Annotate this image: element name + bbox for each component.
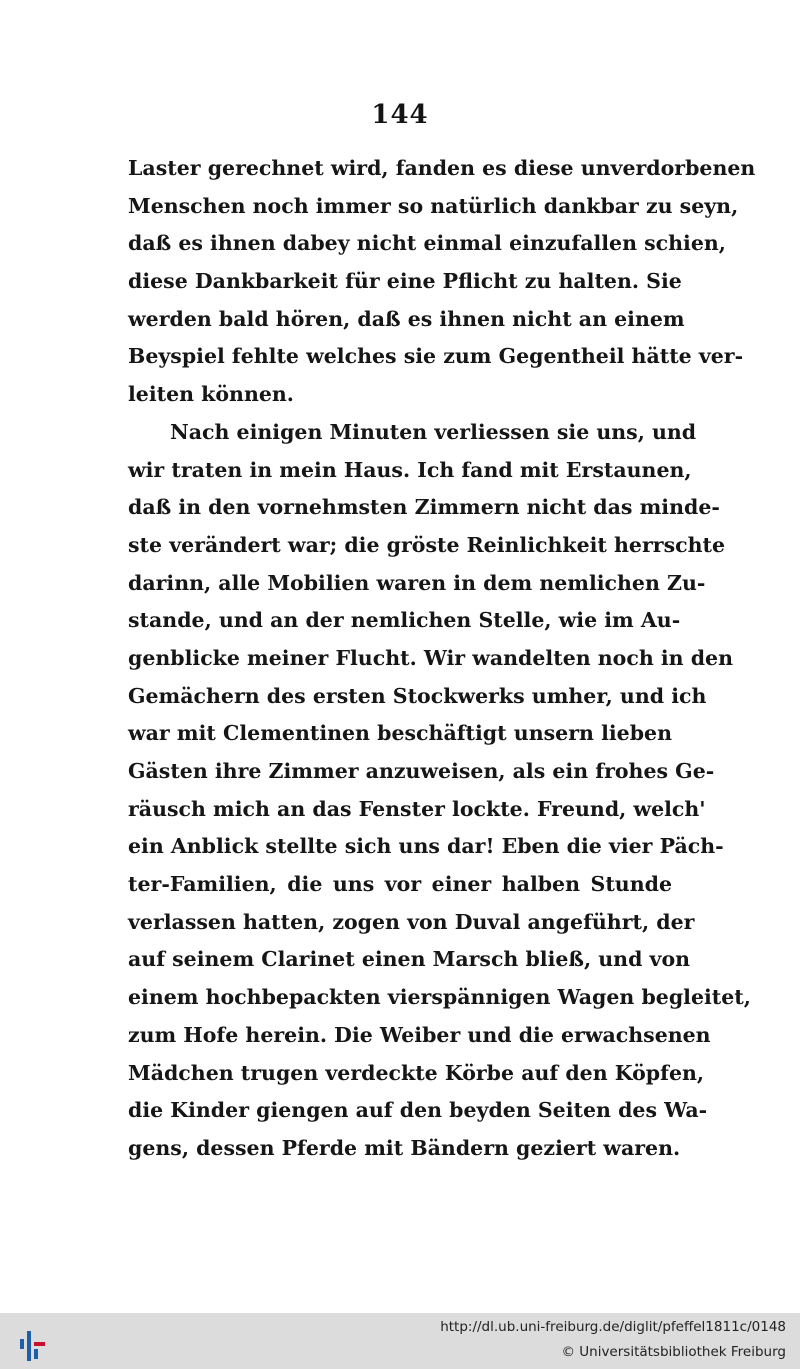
text-line: werden bald hören, daß es ihnen nicht an einem	[128, 306, 685, 331]
text-line: verlassen hatten, zogen von Duval angeführt, der	[128, 909, 695, 934]
text-line: die Kinder giengen auf den beyden Seiten des Wa-	[128, 1098, 708, 1123]
text-line: leiten können.	[128, 382, 294, 407]
text-line: räusch mich an das Fenster lockte. Freund, welch'	[128, 796, 706, 821]
text-line: Gemächern des ersten Stockwerks umher, und ich	[128, 683, 707, 708]
text-line: genblicke meiner Flucht. Wir wandelten noch in den	[128, 645, 733, 670]
page-number: 144	[371, 100, 429, 130]
text-line: Nach einigen Minuten verliessen sie uns, und	[170, 419, 697, 444]
library-logo-icon[interactable]	[12, 1323, 52, 1363]
text-line: einem hochbepackten vierspännigen Wagen begleitet,	[128, 985, 751, 1010]
text-line: Menschen noch immer so natürlich dankbar zu seyn,	[128, 193, 739, 218]
text-line: darinn, alle Mobilien waren in dem nemlichen Zu-	[128, 570, 706, 595]
body-text	[128, 150, 756, 1168]
text-line: ein Anblick stellte sich uns dar! Eben die vier Päch-	[128, 834, 724, 859]
copyright-notice: © Universitätsbibliothek Freiburg	[561, 1344, 786, 1360]
text-line: war mit Clementinen beschäftigt unsern lieben	[128, 721, 672, 746]
text-line: wir traten in mein Haus. Ich fand mit Erstaunen,	[128, 457, 692, 482]
text-line: auf seinem Clarinet einen Marsch bließ, und von	[128, 947, 691, 972]
text-line: Mädchen trugen verdeckte Körbe auf den Köpfen,	[128, 1060, 705, 1085]
text-line: Gästen ihre Zimmer anzuweisen, als ein frohes Ge-	[128, 759, 715, 783]
text-line: gens, dessen Pferde mit Bändern geziert waren.	[128, 1135, 681, 1160]
text-line: stande, und an der nemlichen Stelle, wie im Au-	[128, 608, 681, 633]
text-line: diese Dankbarkeit für eine Pflicht zu halten. Sie	[128, 269, 682, 294]
text-line: zum Hofe herein. Die Weiber und die erwachsenen	[128, 1022, 711, 1047]
text-line: Beyspiel fehlte welches sie zum Gegentheil hätte ver-	[128, 344, 744, 369]
text-line: daß es ihnen dabey nicht einmal einzufallen schien,	[128, 231, 726, 256]
text-line: Laster gerechnet wird, fanden es diese unverdorbenen	[128, 156, 756, 180]
footer-bar	[0, 1313, 800, 1369]
source-url-link[interactable]: http://dl.ub.uni-freiburg.de/diglit/pfeffel1811c/0148	[440, 1319, 786, 1335]
text-line: ter-Familien, die uns vor einer halben Stunde	[128, 872, 672, 897]
text-line: daß in den vornehmsten Zimmern nicht das minde-	[128, 495, 720, 520]
text-line: ste verändert war; die gröste Reinlichkeit herrschte	[128, 532, 726, 557]
